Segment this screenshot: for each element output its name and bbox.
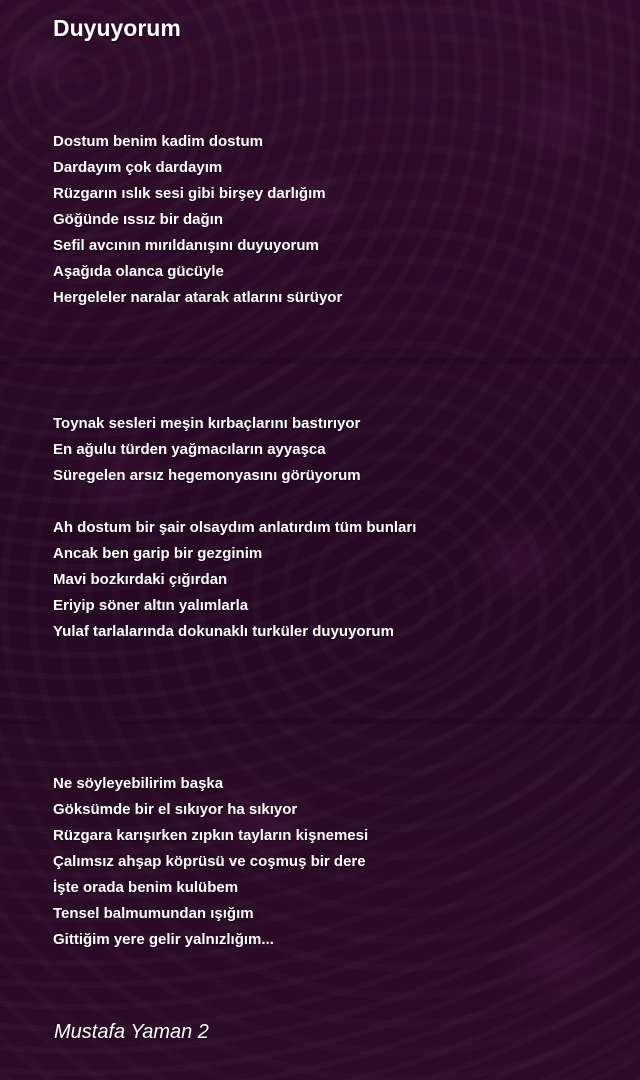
- poem-line: Ancak ben garip bir gezginim: [53, 545, 263, 562]
- poem-line: Gittiğim yere gelir yalnızlığım...: [53, 931, 274, 948]
- poem-line: Mavi bozkırdaki çığırdan: [53, 571, 228, 588]
- poem-line: Yulaf tarlalarında dokunaklı turküler duyuyorum: [53, 623, 394, 640]
- poem-line: İşte orada benim kulübem: [53, 879, 239, 896]
- poem-line: Ne söyleyebilirim başka: [53, 775, 224, 792]
- poem-line: Tensel balmumundan ışığım: [53, 905, 254, 922]
- poem-line: Dostum benim kadim dostum: [53, 133, 264, 150]
- background-band: [0, 358, 640, 364]
- stanza-1: [53, 129, 342, 311]
- stanza-3: [53, 515, 416, 645]
- background-band: [0, 718, 640, 724]
- author-name: Mustafa Yaman 2: [54, 1021, 209, 1043]
- stanza-4: [53, 771, 368, 953]
- poem-line: Toynak sesleri meşin kırbaçlarını bastırıyor: [53, 415, 361, 432]
- poem-line: Göğünde ıssız bir dağın: [53, 211, 224, 228]
- poem-line: Hergeleler naralar atarak atlarını sürüyor: [53, 289, 343, 306]
- poem-line: Göksümde bir el sıkıyor ha sıkıyor: [53, 801, 298, 818]
- poem-title: Duyuyorum: [53, 15, 181, 41]
- poem-line: Çalımsız ahşap köprüsü ve coşmuş bir dere: [53, 853, 366, 870]
- poem-line: Ah dostum bir şair olsaydım anlatırdım tüm bunları: [53, 519, 417, 536]
- poem-line: Dardayım çok dardayım: [53, 159, 223, 176]
- poem-line: En ağulu türden yağmacıların ayyaşca: [53, 441, 326, 458]
- stanza-2: [53, 411, 361, 489]
- poem-line: Sefil avcının mırıldanışını duyuyorum: [53, 237, 319, 254]
- poem-line: Rüzgarın ıslık sesi gibi birşey darlığım: [53, 185, 326, 202]
- poem-line: Eriyip söner altın yalımlarla: [53, 597, 249, 614]
- poem-line: Aşağıda olanca gücüyle: [53, 263, 224, 280]
- poem-line: Süregelen arsız hegemonyasını görüyorum: [53, 467, 361, 484]
- poem-line: Rüzgara karışırken zıpkın tayların kişnemesi: [53, 827, 369, 844]
